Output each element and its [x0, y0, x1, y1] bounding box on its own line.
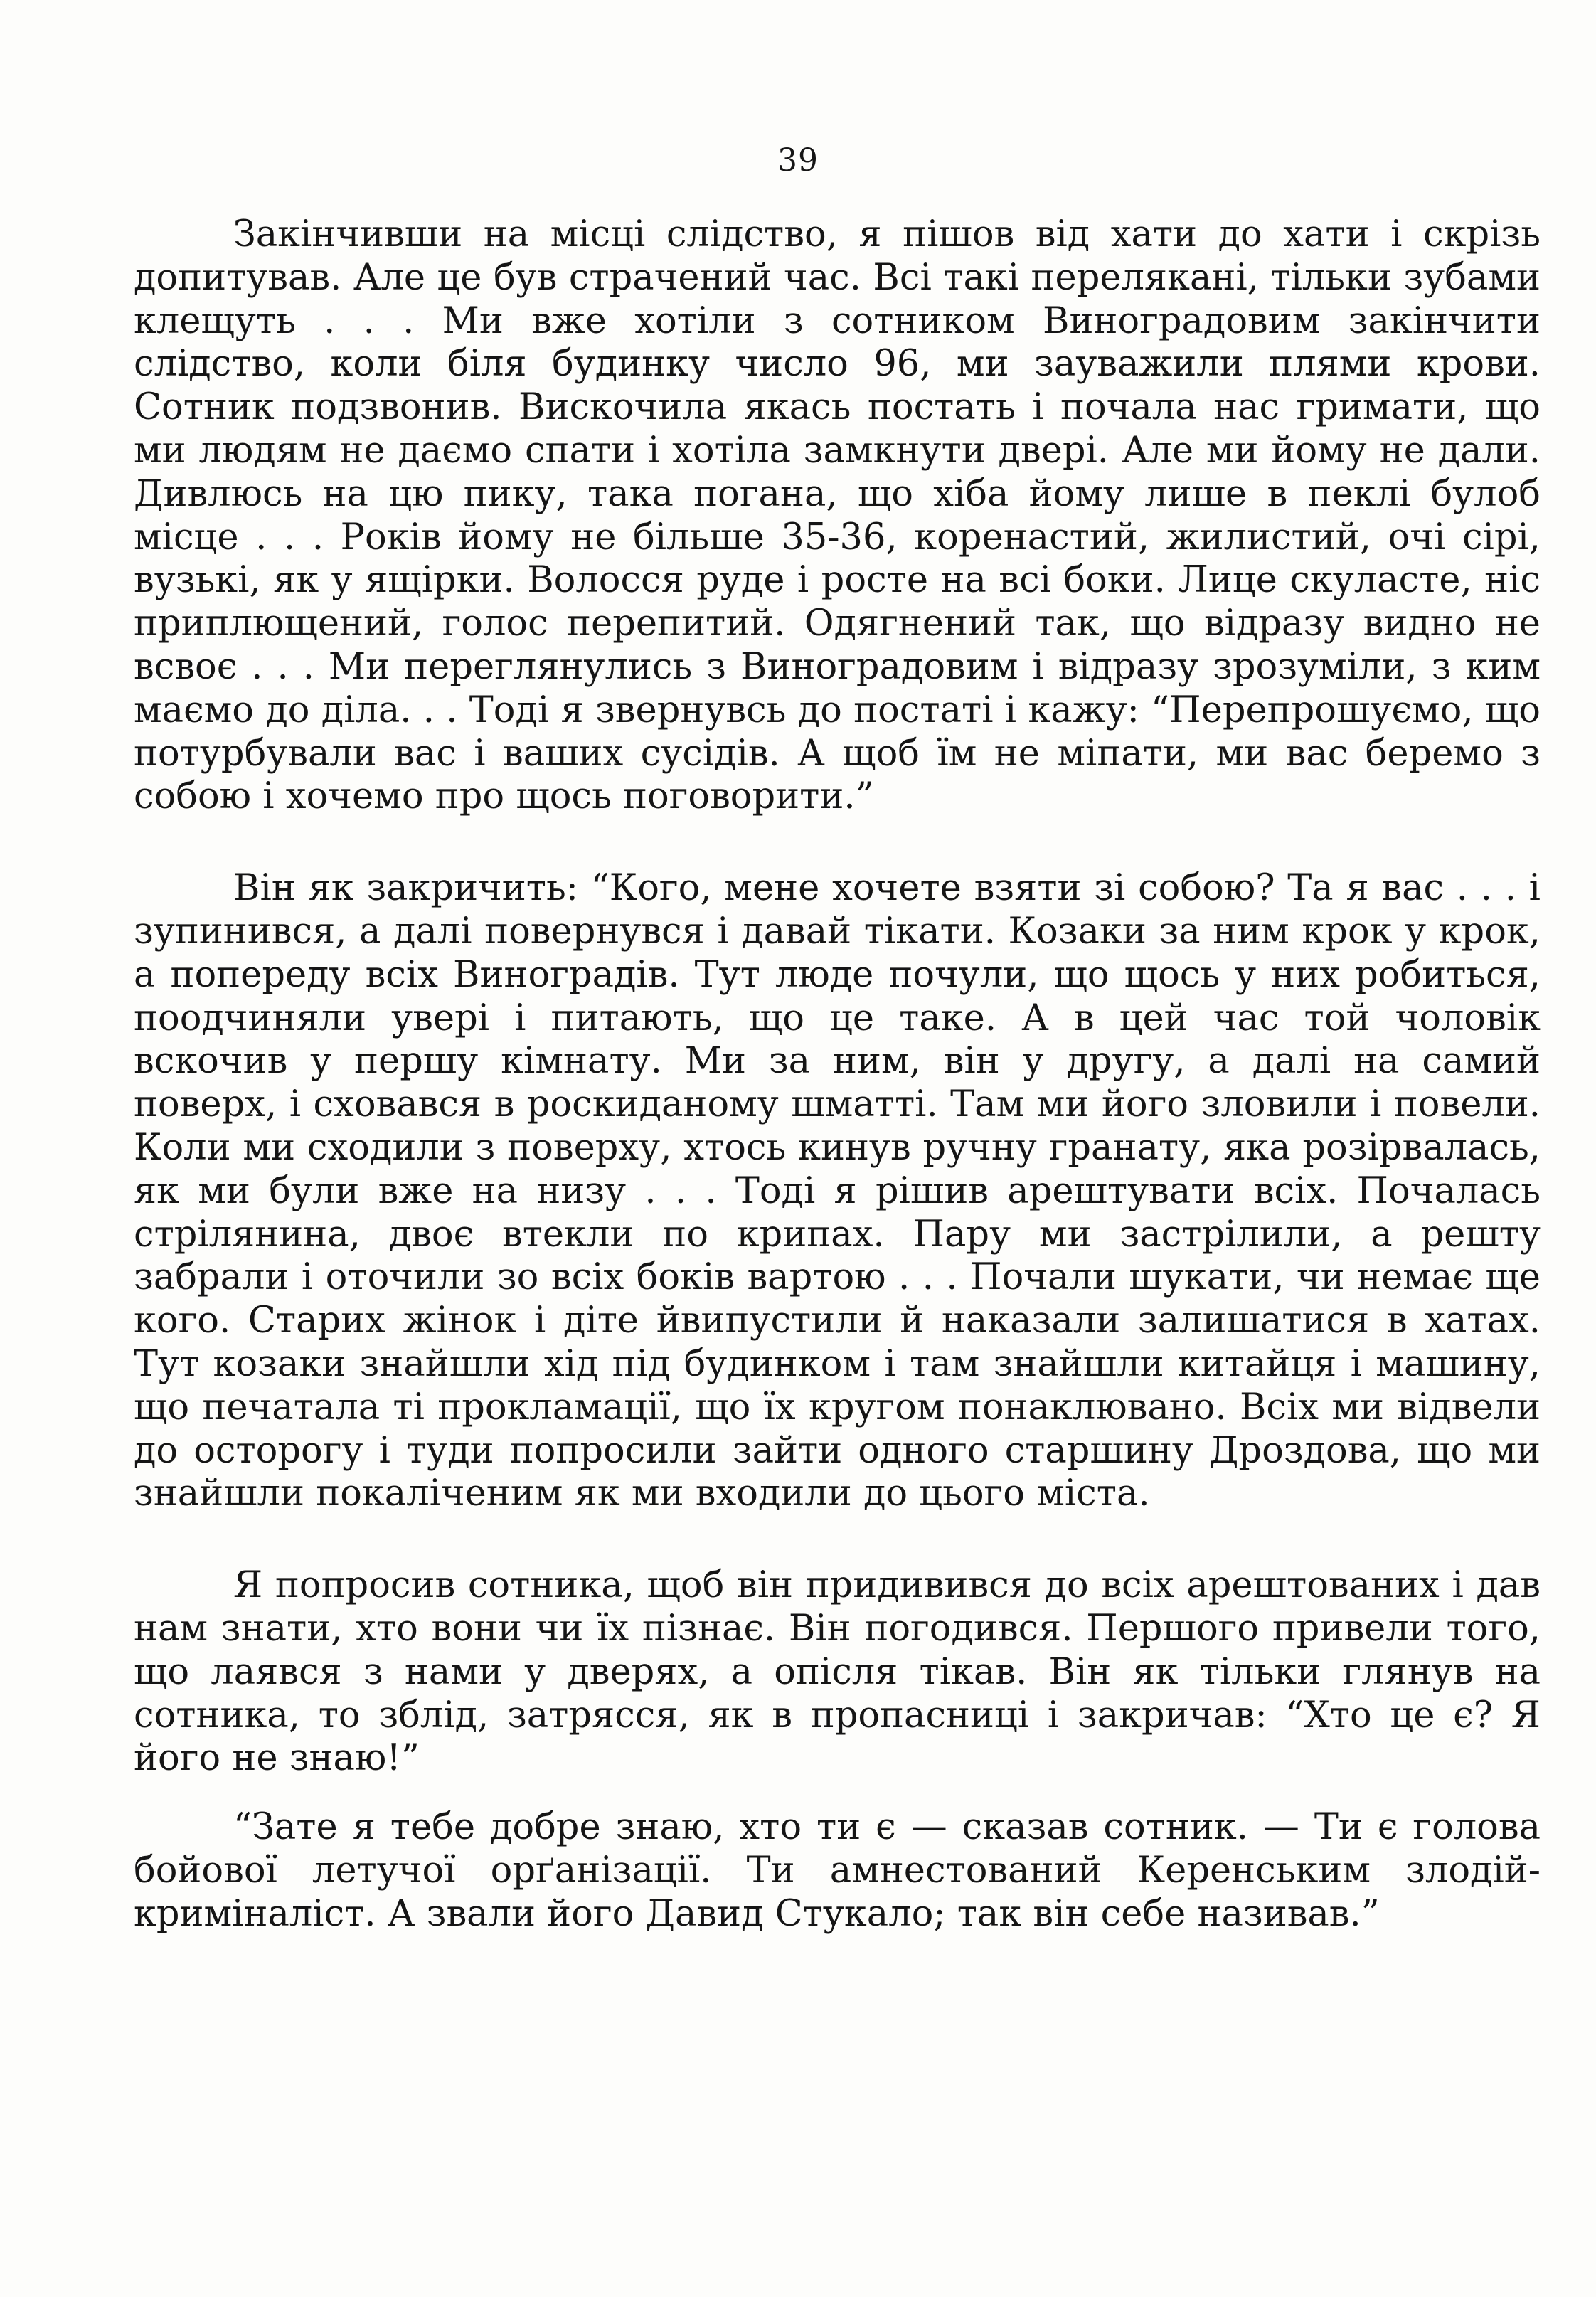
- paragraph-investigation: Закінчивши на місці слідство, я пішов від хати до хати і скрізь допитував. Але це був страчений час. Всі такі перелякані, тільки зубами клещуть . . . Ми вже хотіли з сотником Виноградовим закінчити слідство, коли біля будинку число 96, ми зауважили плями крови. Сотник подзвонив. Вискочила якась постать і почала нас гримати, що ми людям не даємо спати і хотіла замкнути двері. Але ми йому не дали. Дивлюсь на цю пику, така погана, що хіба йому лише в пеклі булоб місце . . . Років йому не більше 35-36, коренастий, жилистий, очі сірі, вузькі, як у ящірки. Волосся руде і росте на всі боки. Лице скуласте, ніс приплющений, голос перепитий. Одягнений так, що відразу видно не всвоє . . . Ми переглянулись з Виноградовим і відразу зрозуміли, з ким маємо до діла. . . Тоді я звернувсь до постаті і кажу: “Перепрошуємо, що потурбували вас і ваших сусідів. А щоб їм не міпати, ми вас беремо з собою і хочемо про щось поговорити.”: [134, 213, 1541, 818]
- page-number: 39: [777, 142, 819, 179]
- paragraph-identification: Я попросив сотника, щоб він придивився до всіх арештованих і дав нам знати, хто вони чи їх пізнає. Він погодився. Першого привели того, що лаявся з нами у дверях, а опісля тікав. Він як тільки глянув на сотника, то зблід, затрясся, як в пропасниці і закричав: “Хто це є? Я його не знаю!”: [134, 1564, 1541, 1780]
- paragraph-sotnyk-reply: “Зате я тебе добре знаю, хто ти є — сказав сотник. — Ти є голова бойової летучої орґанізації. Ти амнестований Керенським злодій-криміналіст. А звали його Давид Стукало; так він себе називав.”: [134, 1806, 1541, 1935]
- text-body: [134, 213, 1541, 1936]
- paragraph-chase: Він як закричить: “Кого, мене хочете взяти зі собою? Та я вас . . . і зупинився, а далі повернувся і давай тікати. Козаки за ним крок у крок, а попереду всіх Виноградів. Тут люде почули, що щось у них робиться, поодчиняли увері і питають, що це таке. А в цей час той чоловік вскочив у першу кімнату. Ми за ним, він у другу, а далі на самий поверх, і сховався в роскиданому шматті. Там ми його зловили і повели. Коли ми сходили з поверху, хтось кинув ручну гранату, яка розірвалась, як ми були вже на низу . . . Тоді я рішив арештувати всіх. Почалась стрілянина, двоє втекли по крипах. Пару ми застрілили, а решту забрали і оточили зо всіх боків вартою . . . Почали шукати, чи немає ще кого. Старих жінок і діте йвипустили й наказали залишатися в хатах. Тут козаки знайшли хід під будинком і там знайшли китайця і машину, що печатала ті прокламації, що їх кругом понаклювано. Всіх ми відвели до осторогу і туди попросили зайти одного старшину Дроздова, що ми знайшли покаліченим як ми входили до цього міста.: [134, 867, 1541, 1515]
